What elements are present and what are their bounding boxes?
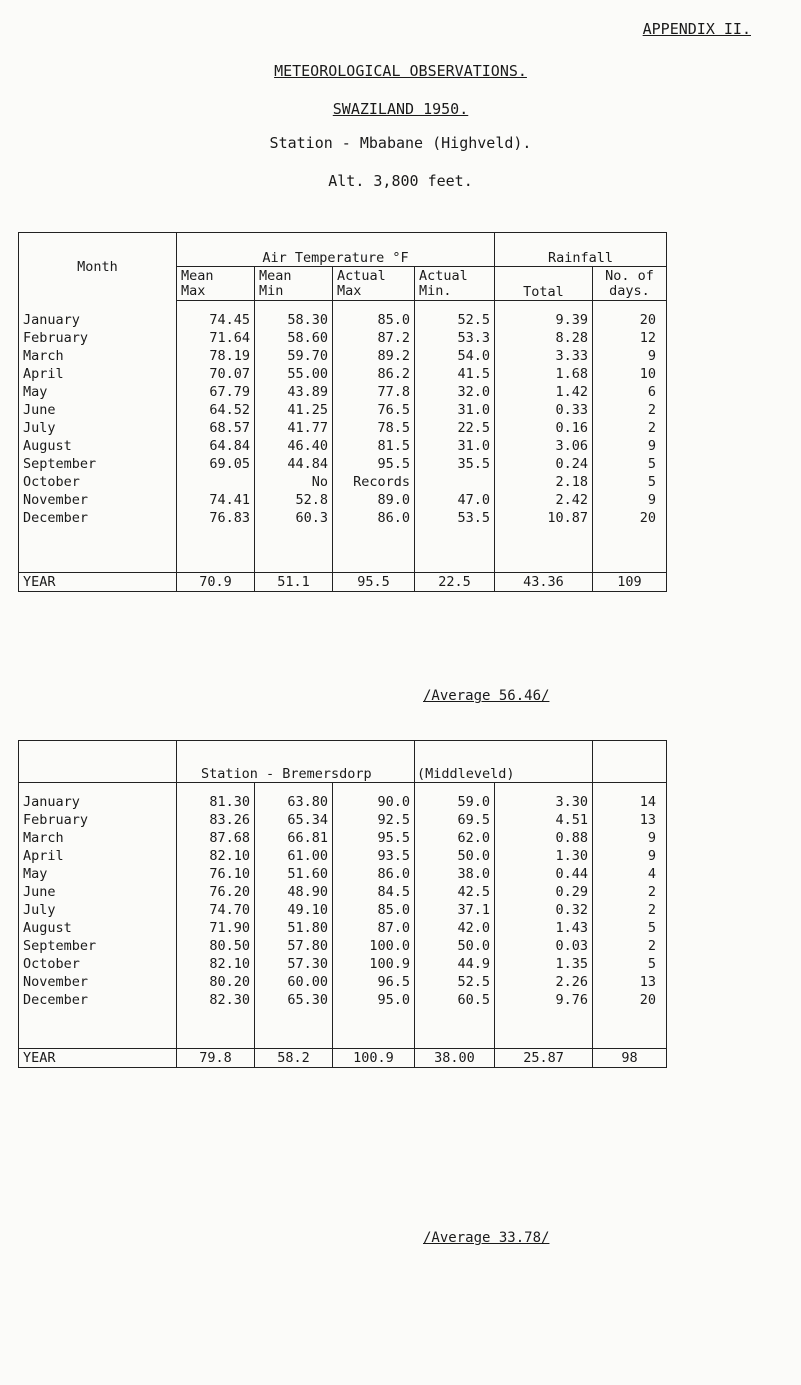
table-row (19, 829, 667, 847)
value-cell: 76.20 (177, 883, 255, 901)
value-cell: 76.83 (177, 509, 255, 527)
year-cell: 58.2 (255, 1049, 333, 1068)
value-cell: 80.20 (177, 973, 255, 991)
value-cell: 86.2 (333, 365, 415, 383)
header-total: Total (495, 267, 593, 301)
value-cell: 0.16 (495, 419, 593, 437)
value-cell: 71.64 (177, 329, 255, 347)
value-cell: 20 (593, 311, 667, 329)
value-cell: 9 (593, 437, 667, 455)
year-label: YEAR (19, 1049, 177, 1068)
month-cell: February (23, 811, 89, 828)
value-cell: 64.84 (177, 437, 255, 455)
value-cell: 90.0 (333, 793, 415, 811)
value-cell: 2.18 (495, 473, 593, 491)
month-cell: October (23, 955, 80, 972)
value-cell: 0.24 (495, 455, 593, 473)
value-cell: 20 (593, 991, 667, 1009)
value-cell: 12 (593, 329, 667, 347)
value-cell: 87.0 (333, 919, 415, 937)
value-cell: 86.0 (333, 865, 415, 883)
value-cell: 0.32 (495, 901, 593, 919)
header-month: Month (77, 258, 118, 275)
value-cell: 52.5 (415, 973, 495, 991)
month-cell: April (23, 847, 64, 864)
value-cell: 62.0 (415, 829, 495, 847)
station-heading: Station - Mbabane (Highveld). (269, 134, 532, 152)
year-cell: 98 (593, 1049, 667, 1068)
month-cell: June (23, 401, 56, 418)
year-cell: 22.5 (415, 573, 495, 592)
table-row (19, 419, 667, 437)
value-cell: 10 (593, 365, 667, 383)
page-title: METEOROLOGICAL OBSERVATIONS. (274, 62, 527, 80)
value-cell: 2 (593, 883, 667, 901)
value-cell: 59.70 (255, 347, 333, 365)
value-cell: 1.42 (495, 383, 593, 401)
average-note: /Average 56.46/ (423, 688, 550, 704)
value-cell: 9 (593, 847, 667, 865)
value-cell: 0.33 (495, 401, 593, 419)
value-cell: 89.0 (333, 491, 415, 509)
value-cell: 53.5 (415, 509, 495, 527)
table-row (19, 991, 667, 1009)
value-cell: 64.52 (177, 401, 255, 419)
value-cell: 93.5 (333, 847, 415, 865)
year-cell: 100.9 (333, 1049, 415, 1068)
value-cell: 41.5 (415, 365, 495, 383)
value-cell: 1.43 (495, 919, 593, 937)
table-row (19, 901, 667, 919)
table-row (19, 455, 667, 473)
table-row (19, 811, 667, 829)
value-cell: 74.45 (177, 311, 255, 329)
month-cell: November (23, 491, 89, 508)
value-cell: 53.3 (415, 329, 495, 347)
value-cell: 10.87 (495, 509, 593, 527)
value-cell: 55.00 (255, 365, 333, 383)
value-cell: 9.76 (495, 991, 593, 1009)
altitude: Alt. 3,800 feet. (328, 172, 473, 190)
year-row (19, 573, 667, 592)
month-cell: August (23, 437, 72, 454)
value-cell: 5 (593, 919, 667, 937)
value-cell: 31.0 (415, 401, 495, 419)
value-cell: 76.10 (177, 865, 255, 883)
value-cell: 1.68 (495, 365, 593, 383)
value-cell: 2.26 (495, 973, 593, 991)
table-row (19, 437, 667, 455)
header-mean-min: Mean Min (255, 267, 333, 301)
value-cell: 3.06 (495, 437, 593, 455)
value-cell: 50.0 (415, 847, 495, 865)
value-cell: 71.90 (177, 919, 255, 937)
year-cell: 109 (593, 573, 667, 592)
value-cell: 80.50 (177, 937, 255, 955)
header-days: No. of days. (593, 267, 667, 301)
value-cell: 68.57 (177, 419, 255, 437)
value-cell: 49.10 (255, 901, 333, 919)
value-cell: 95.0 (333, 991, 415, 1009)
value-cell: 47.0 (415, 491, 495, 509)
month-cell: January (23, 311, 80, 328)
value-cell: 2 (593, 937, 667, 955)
header-mean-max: Mean Max (177, 267, 255, 301)
value-cell: 42.5 (415, 883, 495, 901)
table-row (19, 973, 667, 991)
value-cell: 2 (593, 419, 667, 437)
value-cell: 9 (593, 829, 667, 847)
value-cell: 100.0 (333, 937, 415, 955)
value-cell: 57.80 (255, 937, 333, 955)
value-cell: 81.5 (333, 437, 415, 455)
value-cell: 69.05 (177, 455, 255, 473)
month-cell: December (23, 509, 89, 526)
table-row (19, 329, 667, 347)
table-row (19, 473, 667, 491)
table-row (19, 919, 667, 937)
month-cell: April (23, 365, 64, 382)
value-cell: 20 (593, 509, 667, 527)
value-cell: 83.26 (177, 811, 255, 829)
table-row (19, 793, 667, 811)
value-cell: 82.30 (177, 991, 255, 1009)
table-row (19, 347, 667, 365)
value-cell: 82.10 (177, 955, 255, 973)
value-cell: 3.30 (495, 793, 593, 811)
month-cell: October (23, 473, 80, 490)
value-cell: 58.60 (255, 329, 333, 347)
table-row (19, 955, 667, 973)
header-actual-min: Actual Min. (415, 267, 495, 301)
value-cell: 51.80 (255, 919, 333, 937)
month-cell: September (23, 455, 97, 472)
value-cell: 5 (593, 455, 667, 473)
value-cell: 78.19 (177, 347, 255, 365)
value-cell: 2 (593, 901, 667, 919)
value-cell: 41.25 (255, 401, 333, 419)
value-cell: 9 (593, 347, 667, 365)
value-cell: 57.30 (255, 955, 333, 973)
year-cell: 95.5 (333, 573, 415, 592)
table-row (19, 847, 667, 865)
value-cell: Records (333, 473, 415, 491)
value-cell: 52.8 (255, 491, 333, 509)
value-cell: 81.30 (177, 793, 255, 811)
value-cell: 60.5 (415, 991, 495, 1009)
value-cell: 82.10 (177, 847, 255, 865)
appendix-label: APPENDIX II. (642, 20, 751, 38)
value-cell: 4 (593, 865, 667, 883)
value-cell: 3.33 (495, 347, 593, 365)
value-cell: 63.80 (255, 793, 333, 811)
year-cell: 43.36 (495, 573, 593, 592)
table-row (19, 865, 667, 883)
table-row (19, 937, 667, 955)
table-row (19, 311, 667, 329)
month-cell: May (23, 865, 48, 882)
table-row (19, 491, 667, 509)
value-cell: 92.5 (333, 811, 415, 829)
table-row (19, 509, 667, 527)
month-cell: December (23, 991, 89, 1008)
value-cell: 84.5 (333, 883, 415, 901)
month-cell: November (23, 973, 89, 990)
average-note: /Average 33.78/ (423, 1230, 550, 1246)
station-label: Station - Bremersdorp (177, 741, 415, 783)
value-cell: 5 (593, 473, 667, 491)
value-cell: 14 (593, 793, 667, 811)
value-cell: 60.3 (255, 509, 333, 527)
value-cell: 4.51 (495, 811, 593, 829)
value-cell: 95.5 (333, 455, 415, 473)
value-cell: 85.0 (333, 901, 415, 919)
table-row (19, 883, 667, 901)
value-cell: 22.5 (415, 419, 495, 437)
year-cell: 51.1 (255, 573, 333, 592)
table-row (19, 365, 667, 383)
value-cell: 87.68 (177, 829, 255, 847)
table-row (19, 401, 667, 419)
value-cell: 60.00 (255, 973, 333, 991)
value-cell: 1.35 (495, 955, 593, 973)
value-cell: 78.5 (333, 419, 415, 437)
value-cell: 5 (593, 955, 667, 973)
value-cell: 31.0 (415, 437, 495, 455)
mbabane-table (18, 232, 667, 592)
value-cell: 13 (593, 973, 667, 991)
value-cell: 66.81 (255, 829, 333, 847)
month-cell: January (23, 793, 80, 810)
value-cell: 65.30 (255, 991, 333, 1009)
month-cell: March (23, 347, 64, 364)
value-cell: 13 (593, 811, 667, 829)
value-cell: 74.70 (177, 901, 255, 919)
month-cell: August (23, 919, 72, 936)
value-cell: 77.8 (333, 383, 415, 401)
value-cell: 67.79 (177, 383, 255, 401)
year-cell: 79.8 (177, 1049, 255, 1068)
value-cell: 87.2 (333, 329, 415, 347)
year-cell: 25.87 (495, 1049, 593, 1068)
value-cell: 61.00 (255, 847, 333, 865)
year-cell: 38.00 (415, 1049, 495, 1068)
value-cell: 74.41 (177, 491, 255, 509)
value-cell: 9 (593, 491, 667, 509)
value-cell: 1.30 (495, 847, 593, 865)
value-cell: 6 (593, 383, 667, 401)
month-cell: March (23, 829, 64, 846)
value-cell: 95.5 (333, 829, 415, 847)
value-cell: 35.5 (415, 455, 495, 473)
value-cell: 9.39 (495, 311, 593, 329)
value-cell: 44.84 (255, 455, 333, 473)
header-rainfall: Rainfall (495, 233, 667, 267)
value-cell: 41.77 (255, 419, 333, 437)
value-cell: 86.0 (333, 509, 415, 527)
month-cell: June (23, 883, 56, 900)
value-cell: 48.90 (255, 883, 333, 901)
year-row (19, 1049, 667, 1068)
value-cell (415, 473, 495, 491)
value-cell: 96.5 (333, 973, 415, 991)
value-cell (177, 473, 255, 491)
value-cell: 65.34 (255, 811, 333, 829)
header-air-temperature: Air Temperature °F (177, 233, 495, 267)
year-cell: 70.9 (177, 573, 255, 592)
value-cell: 58.30 (255, 311, 333, 329)
year-label: YEAR (19, 573, 177, 592)
value-cell: 38.0 (415, 865, 495, 883)
value-cell: 2.42 (495, 491, 593, 509)
value-cell: 59.0 (415, 793, 495, 811)
value-cell: No (255, 473, 333, 491)
value-cell: 89.2 (333, 347, 415, 365)
value-cell: 42.0 (415, 919, 495, 937)
value-cell: 50.0 (415, 937, 495, 955)
header-actual-max: Actual Max (333, 267, 415, 301)
value-cell: 0.03 (495, 937, 593, 955)
value-cell: 76.5 (333, 401, 415, 419)
value-cell: 32.0 (415, 383, 495, 401)
value-cell: 85.0 (333, 311, 415, 329)
month-cell: September (23, 937, 97, 954)
value-cell: 8.28 (495, 329, 593, 347)
value-cell: 54.0 (415, 347, 495, 365)
month-cell: May (23, 383, 48, 400)
value-cell: 37.1 (415, 901, 495, 919)
month-cell: July (23, 419, 56, 436)
table-row (19, 383, 667, 401)
value-cell: 0.44 (495, 865, 593, 883)
value-cell: 0.88 (495, 829, 593, 847)
value-cell: 51.60 (255, 865, 333, 883)
month-cell: July (23, 901, 56, 918)
region-label: (Middleveld) (415, 741, 593, 783)
value-cell: 43.89 (255, 383, 333, 401)
value-cell: 44.9 (415, 955, 495, 973)
value-cell: 46.40 (255, 437, 333, 455)
value-cell: 70.07 (177, 365, 255, 383)
value-cell: 69.5 (415, 811, 495, 829)
subtitle: SWAZILAND 1950. (332, 100, 469, 118)
value-cell: 52.5 (415, 311, 495, 329)
month-cell: February (23, 329, 89, 346)
value-cell: 2 (593, 401, 667, 419)
bremersdorp-table (18, 740, 667, 1068)
value-cell: 100.9 (333, 955, 415, 973)
value-cell: 0.29 (495, 883, 593, 901)
